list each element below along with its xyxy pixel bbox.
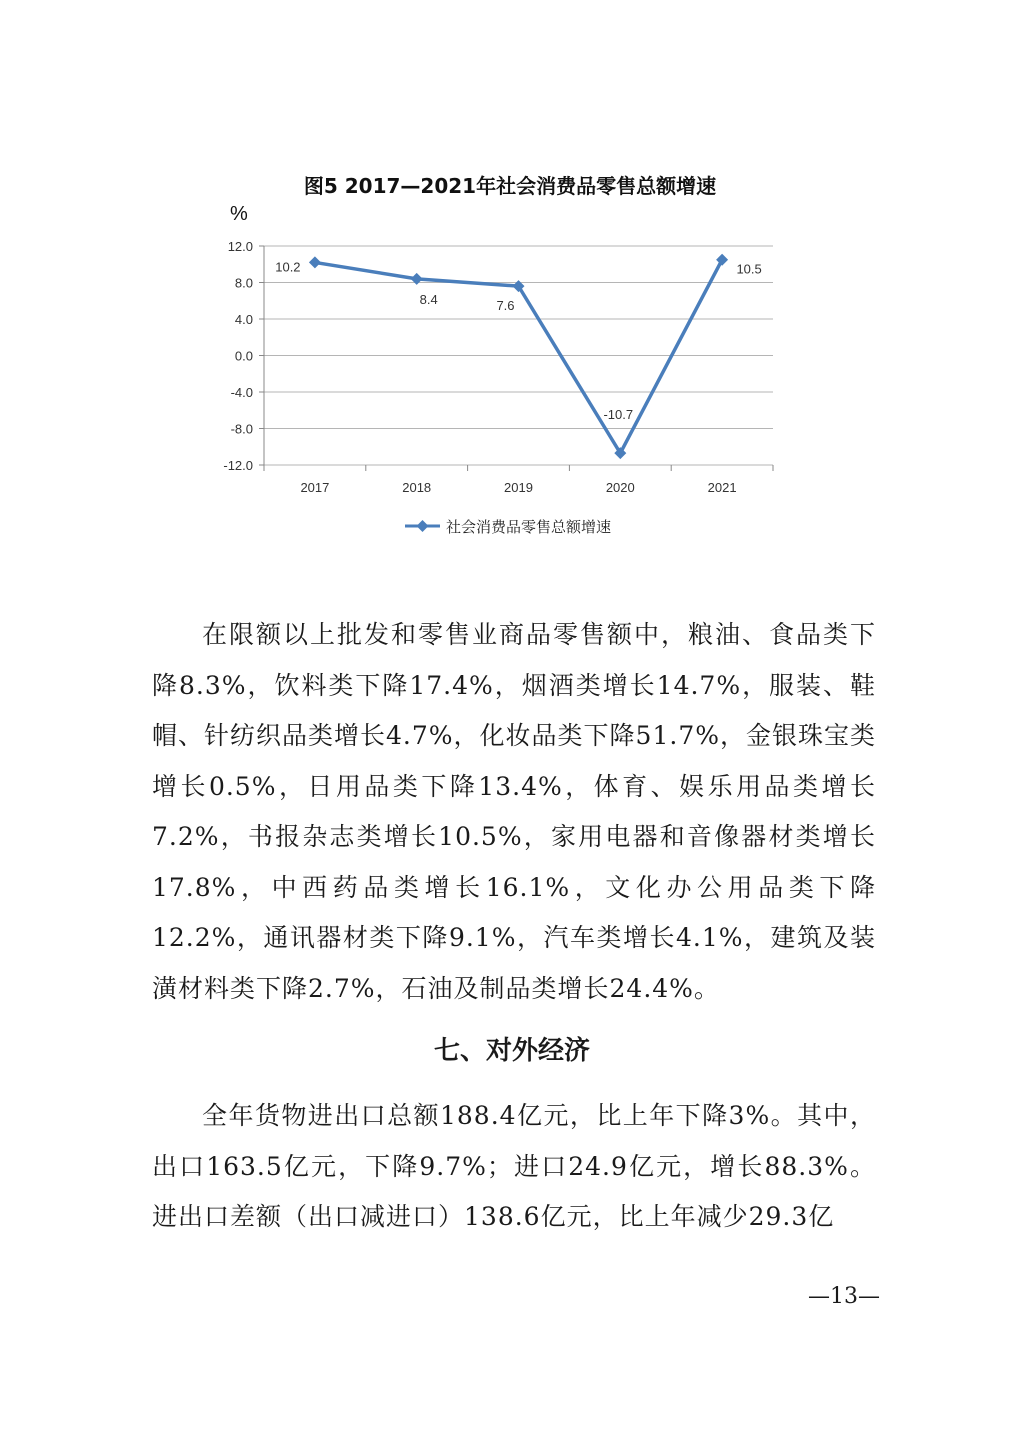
- data-point-marker: [716, 254, 728, 266]
- x-tick-label: 2021: [707, 480, 737, 495]
- y-tick-label: 8.0: [234, 275, 253, 291]
- data-label: 10.2: [275, 259, 301, 275]
- x-tick-label: 2020: [605, 480, 635, 495]
- x-tick-label: 2018: [402, 480, 432, 495]
- data-label: -10.7: [603, 407, 634, 423]
- x-tick-label: 2017: [300, 480, 330, 495]
- x-axis-ticks: [264, 465, 773, 495]
- body-paragraph-retail-categories: 在限额以上批发和零售业商品零售额中，粮油、食品类下降8.3%，饮料类下降17.4%，烟酒类增长14.7%，服装、鞋帽、针纺织品类增长4.7%，化妆品类下降51.7%，金银珠宝类增长0.5%，日用品类下降13.4%，体育、娱乐用品类增长7.2%，书报杂志类增长10.5%，家用电器和音像器材类增长17.8%，中西药品类增长16.1%，文化办公用品类下降12.2%，通讯器材类下降9.1%，汽车类增长4.1%，建筑及装潢材料类下降2.7%，石油及制品类增长24.4%。: [152, 620, 876, 1003]
- data-point-marker: [411, 273, 423, 285]
- data-label: 7.6: [496, 298, 515, 314]
- legend-marker-swatch: [417, 520, 429, 532]
- y-tick-label: -12.0: [223, 458, 253, 473]
- y-tick-label: 12.0: [227, 239, 253, 254]
- section-heading: 七、对外经济: [433, 1036, 590, 1066]
- chart-legend: [405, 518, 611, 536]
- y-axis-ticks: [223, 239, 264, 473]
- gridlines: [264, 246, 773, 465]
- y-tick-label: -4.0: [230, 385, 253, 400]
- x-tick-label: 2019: [504, 480, 533, 495]
- data-label: 10.5: [736, 261, 762, 277]
- data-point-marker: [309, 256, 321, 268]
- y-axis-unit: %: [230, 203, 248, 225]
- y-tick-label: 0.0: [234, 348, 253, 364]
- line-chart: [0, 0, 1024, 580]
- page-number: —13—: [808, 1284, 880, 1309]
- legend-label: 社会消费品零售总额增速: [446, 518, 612, 536]
- chart-title: 图5 2017—2021年社会消费品零售总额增速: [303, 174, 717, 198]
- y-tick-label: 4.0: [234, 312, 253, 327]
- data-label: 8.4: [419, 291, 438, 307]
- y-tick-label: -8.0: [230, 421, 253, 437]
- body-paragraph-foreign-trade: 全年货物进出口总额188.4亿元，比上年下降3%。其中，出口163.5亿元，下降9.7%；进口24.9亿元，增长88.3%。进出口差额（出口减进口）138.6亿元，比上年减少29.3亿: [152, 1101, 876, 1231]
